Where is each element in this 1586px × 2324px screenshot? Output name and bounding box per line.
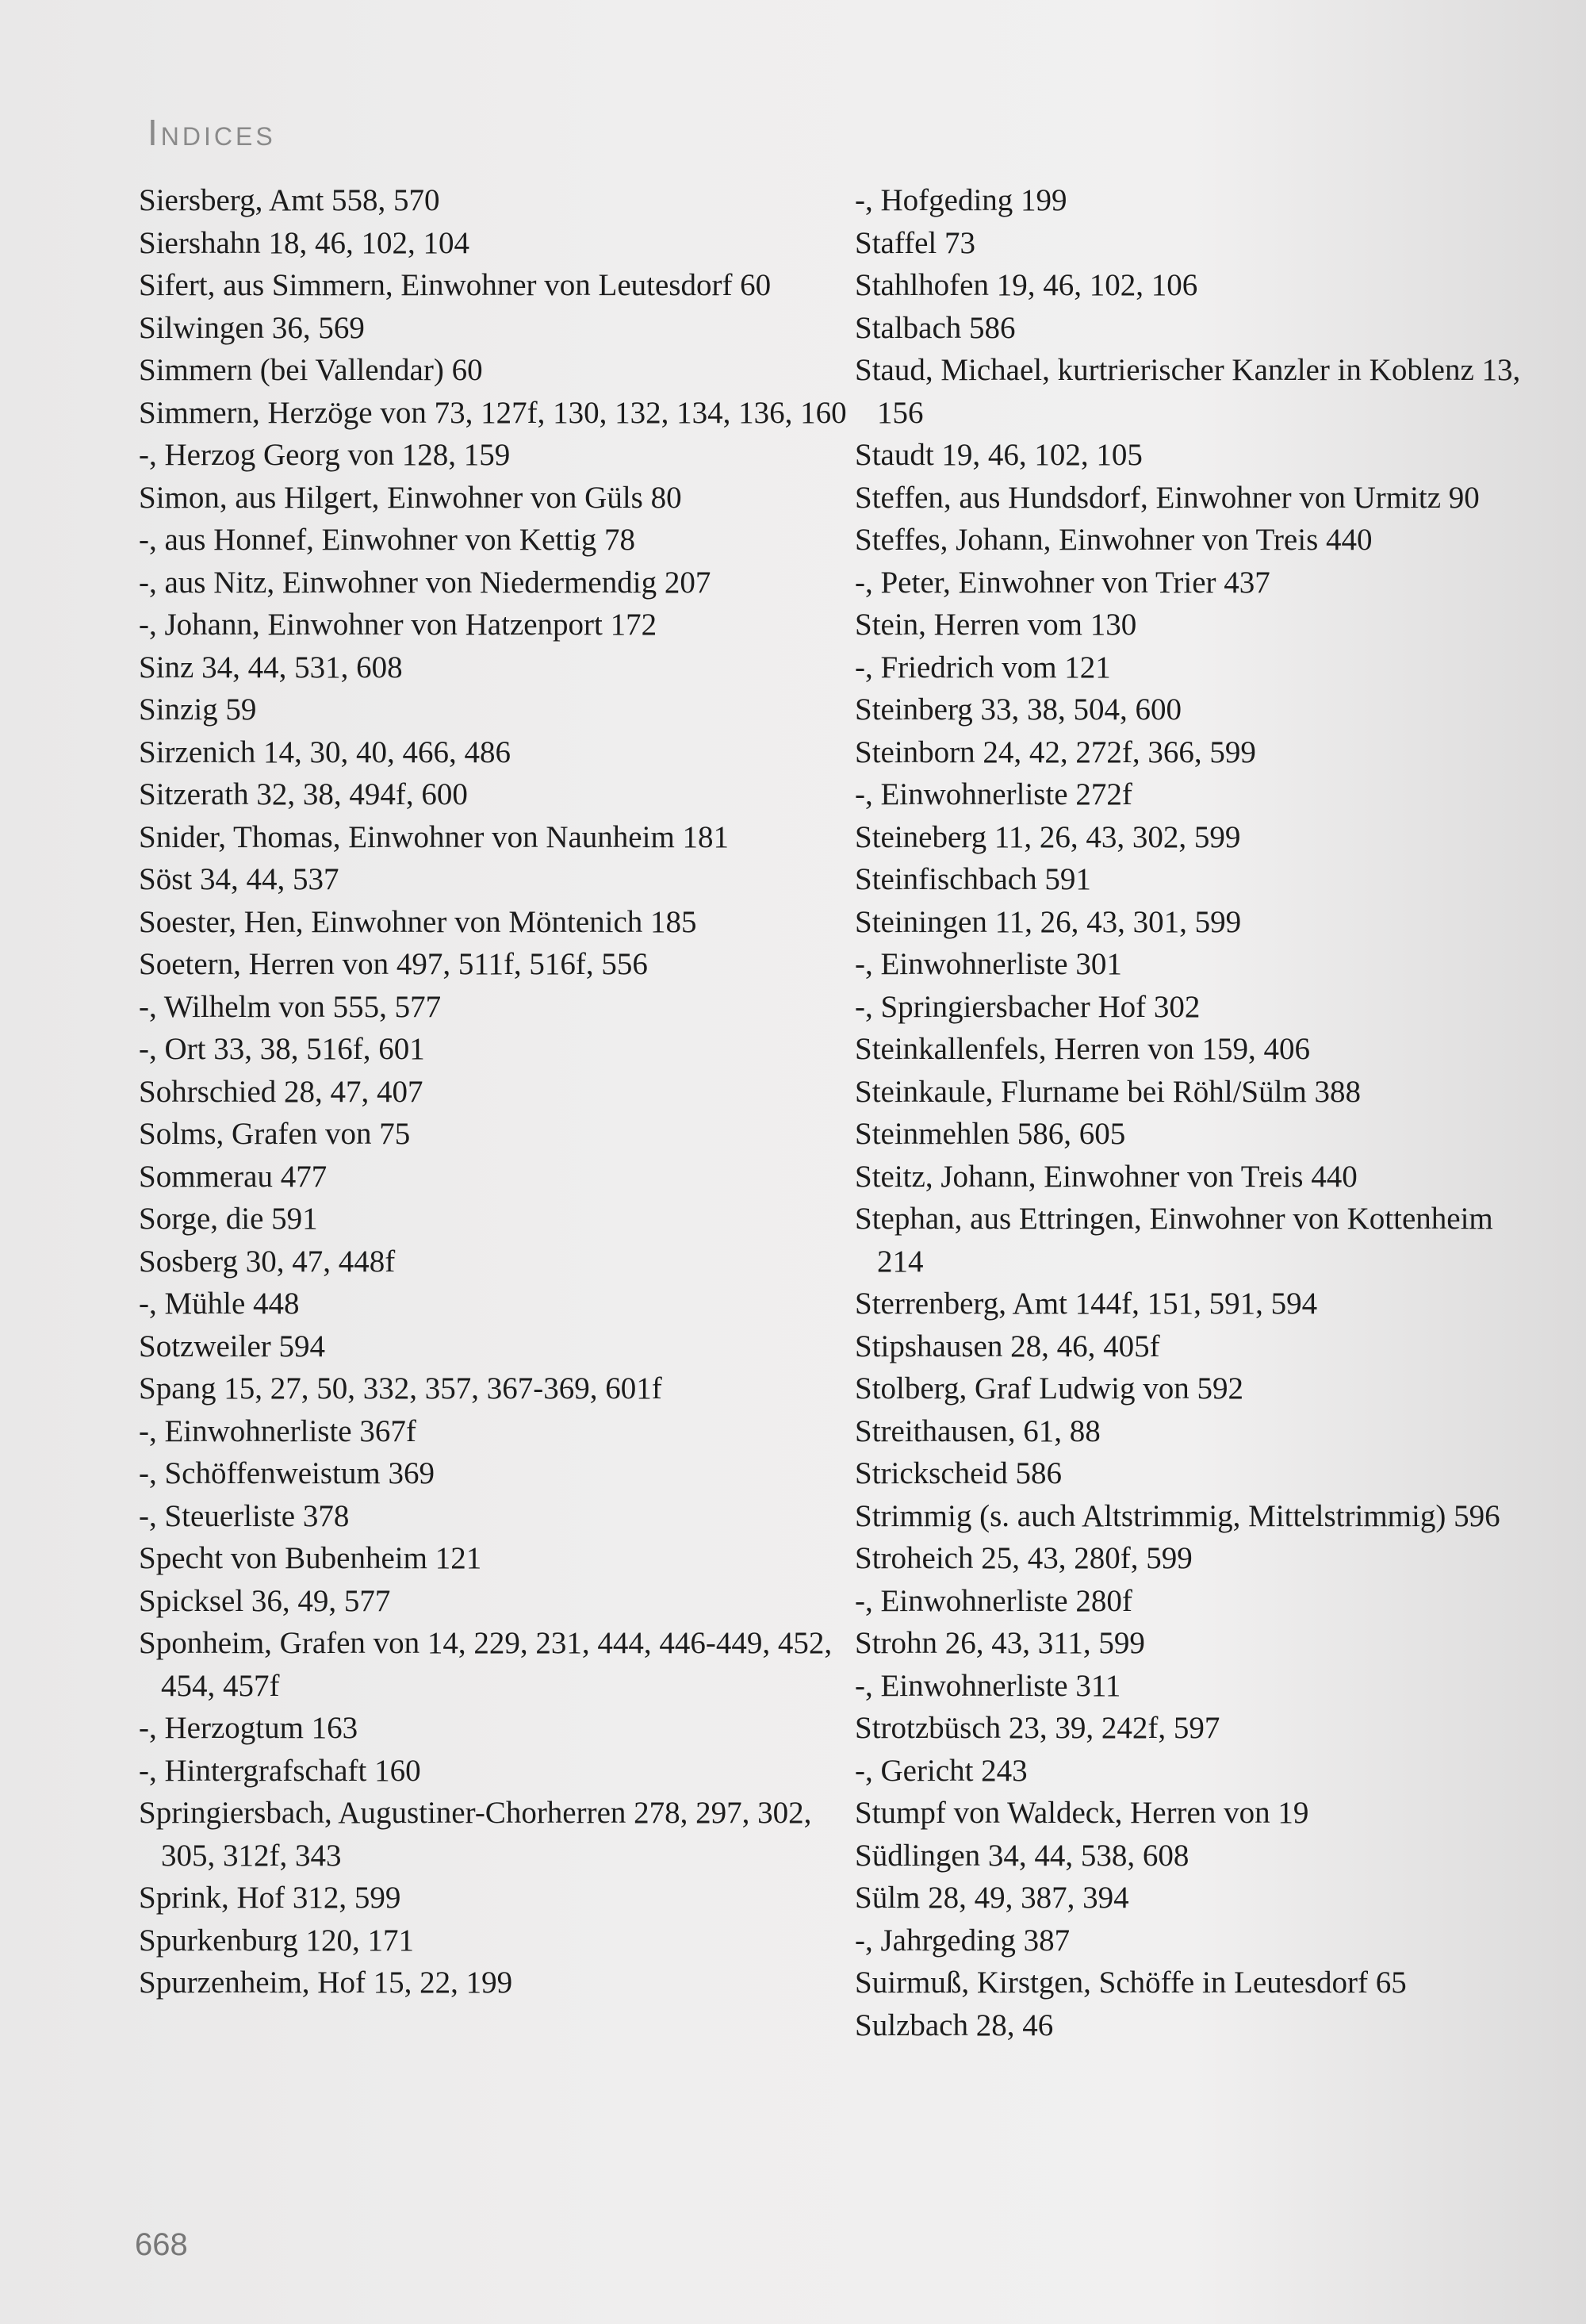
index-entry: -, Einwohnerliste 301 <box>855 947 1122 981</box>
index-entry: Snider, Thomas, Einwohner von Naunheim 181 <box>139 819 730 854</box>
index-entry: Sprink, Hof 312, 599 <box>139 1881 401 1915</box>
index-entry: Spicksel 36, 49, 577 <box>139 1583 391 1618</box>
index-entry: Steinkaule, Flurname bei Röhl/Sülm 388 <box>855 1074 1362 1109</box>
index-entry: Sorge, die 591 <box>139 1202 318 1236</box>
index-entry: Steinmehlen 586, 605 <box>855 1117 1126 1151</box>
index-entry: Stipshausen 28, 46, 405f <box>855 1329 1160 1363</box>
index-entry: Strohn 26, 43, 311, 599 <box>855 1626 1145 1660</box>
index-entry: Steinfischbach 591 <box>855 862 1091 896</box>
index-entry: -, Springiersbacher Hof 302 <box>855 989 1201 1024</box>
index-entry: -, aus Honnef, Einwohner von Kettig 78 <box>139 523 636 557</box>
index-entry: Steinkallenfels, Herren von 159, 406 <box>855 1032 1311 1066</box>
page-number: 668 <box>135 2227 188 2262</box>
index-entry: Stolberg, Graf Ludwig von 592 <box>855 1371 1243 1406</box>
index-entry: Staffel 73 <box>855 225 976 260</box>
index-entry: -, Wilhelm von 555, 577 <box>139 989 442 1024</box>
index-entry: Specht von Bubenheim 121 <box>139 1541 482 1575</box>
index-entry: -, Einwohnerliste 367f <box>139 1413 416 1448</box>
index-entry: Strimmig (s. auch Altstrimmig, Mittelstrimmig) 596 <box>855 1498 1500 1533</box>
index-entry: Stephan, aus Ettringen, Einwohner von Kottenheim 214 <box>855 1202 1493 1279</box>
index-entry: -, Herzogtum 163 <box>139 1711 358 1745</box>
index-entry: Steineberg 11, 26, 43, 302, 599 <box>855 819 1241 854</box>
index-entry: Siersberg, Amt 558, 570 <box>139 183 440 217</box>
index-entry: Staudt 19, 46, 102, 105 <box>855 438 1143 472</box>
index-entry: Sinz 34, 44, 531, 608 <box>139 650 403 685</box>
index-entry: Stalbach 586 <box>855 310 1016 345</box>
index-entry: Streithausen, 61, 88 <box>855 1413 1101 1448</box>
index-entry: Stroheich 25, 43, 280f, 599 <box>855 1541 1193 1575</box>
index-entry: Solms, Grafen von 75 <box>139 1117 411 1151</box>
index-entry: Springiersbach, Augustiner-Chorherren 278, 297, 302, 305, 312f, 343 <box>139 1796 812 1873</box>
index-entry: -, Jahrgeding 387 <box>855 1923 1071 1958</box>
index-entry: Staud, Michael, kurtrierischer Kanzler in Koblenz 13, 156 <box>855 353 1521 430</box>
index-entry: Sterrenberg, Amt 144f, 151, 591, 594 <box>855 1287 1318 1321</box>
index-entry: Strotzbüsch 23, 39, 242f, 597 <box>855 1711 1220 1745</box>
index-entry: Steiningen 11, 26, 43, 301, 599 <box>855 904 1242 939</box>
index-entry: Steinberg 33, 38, 504, 600 <box>855 692 1182 727</box>
index-entry: Spurkenburg 120, 171 <box>139 1923 415 1958</box>
index-entry: Suirmuß, Kirstgen, Schöffe in Leutesdorf 65 <box>855 1965 1407 2000</box>
index-entry: Simmern (bei Vallendar) 60 <box>139 353 483 387</box>
index-entry: -, Herzog Georg von 128, 159 <box>139 438 511 472</box>
index-entry: Sommerau 477 <box>139 1159 328 1194</box>
index-entry: Sinzig 59 <box>139 692 257 727</box>
index-entry: -, Einwohnerliste 311 <box>855 1668 1121 1703</box>
index-entry: Sohrschied 28, 47, 407 <box>139 1074 423 1109</box>
index-entry: Sulzbach 28, 46 <box>855 2008 1054 2042</box>
index-entry: -, Johann, Einwohner von Hatzenport 172 <box>139 608 657 642</box>
index-entry: -, Friedrich vom 121 <box>855 650 1111 685</box>
index-entry: -, Gericht 243 <box>855 1753 1028 1788</box>
index-entry: Sitzerath 32, 38, 494f, 600 <box>139 777 468 811</box>
index-entry: -, aus Nitz, Einwohner von Niedermendig 207 <box>139 565 711 600</box>
index-entry: Stahlhofen 19, 46, 102, 106 <box>855 268 1198 302</box>
index-entry: Steinborn 24, 42, 272f, 366, 599 <box>855 734 1256 769</box>
index-entry: -, Mühle 448 <box>139 1287 300 1321</box>
index-entry: Steffes, Johann, Einwohner von Treis 440 <box>855 523 1373 557</box>
index-column-left <box>139 179 868 2004</box>
index-entry: Sülm 28, 49, 387, 394 <box>855 1881 1129 1915</box>
index-entry: -, Steuerliste 378 <box>139 1498 350 1533</box>
index-entry: Söst 34, 44, 537 <box>139 862 339 896</box>
index-entry: -, Ort 33, 38, 516f, 601 <box>139 1032 425 1066</box>
index-entry: -, Peter, Einwohner von Trier 437 <box>855 565 1270 600</box>
index-entry: -, Hofgeding 199 <box>855 183 1067 217</box>
index-entry: Siershahn 18, 46, 102, 104 <box>139 225 470 260</box>
index-entry: Sifert, aus Simmern, Einwohner von Leutesdorf 60 <box>139 268 772 302</box>
index-entry: Sosberg 30, 47, 448f <box>139 1244 396 1279</box>
index-entry: Soester, Hen, Einwohner von Möntenich 185 <box>139 904 697 939</box>
index-entry: Soetern, Herren von 497, 511f, 516f, 556 <box>139 947 648 981</box>
index-entry: Steitz, Johann, Einwohner von Treis 440 <box>855 1159 1358 1194</box>
index-column-right <box>855 179 1521 2046</box>
index-entry: -, Hintergrafschaft 160 <box>139 1753 421 1788</box>
index-entry: -, Schöffenweistum 369 <box>139 1456 435 1490</box>
index-entry: Simon, aus Hilgert, Einwohner von Güls 80 <box>139 480 682 515</box>
index-entry: Sponheim, Grafen von 14, 229, 231, 444, 446-449, 452, 454, 457f <box>139 1626 833 1703</box>
index-entry: Spurzenheim, Hof 15, 22, 199 <box>139 1965 513 2000</box>
index-entry: Spang 15, 27, 50, 332, 357, 367-369, 601f <box>139 1371 662 1406</box>
running-header: Indices <box>147 112 276 153</box>
index-entry: Stumpf von Waldeck, Herren von 19 <box>855 1796 1309 1830</box>
index-entry: Steffen, aus Hundsdorf, Einwohner von Urmitz 90 <box>855 480 1480 515</box>
index-entry: -, Einwohnerliste 272f <box>855 777 1132 811</box>
index-entry: Sotzweiler 594 <box>139 1329 326 1363</box>
index-entry: Silwingen 36, 569 <box>139 310 365 345</box>
index-entry: Sirzenich 14, 30, 40, 466, 486 <box>139 734 511 769</box>
index-entry: -, Einwohnerliste 280f <box>855 1583 1132 1618</box>
index-entry: Südlingen 34, 44, 538, 608 <box>855 1838 1190 1873</box>
index-entry: Simmern, Herzöge von 73, 127f, 130, 132, 134, 136, 160 <box>139 395 847 430</box>
index-entry: Stein, Herren vom 130 <box>855 608 1137 642</box>
index-entry: Strickscheid 586 <box>855 1456 1063 1490</box>
